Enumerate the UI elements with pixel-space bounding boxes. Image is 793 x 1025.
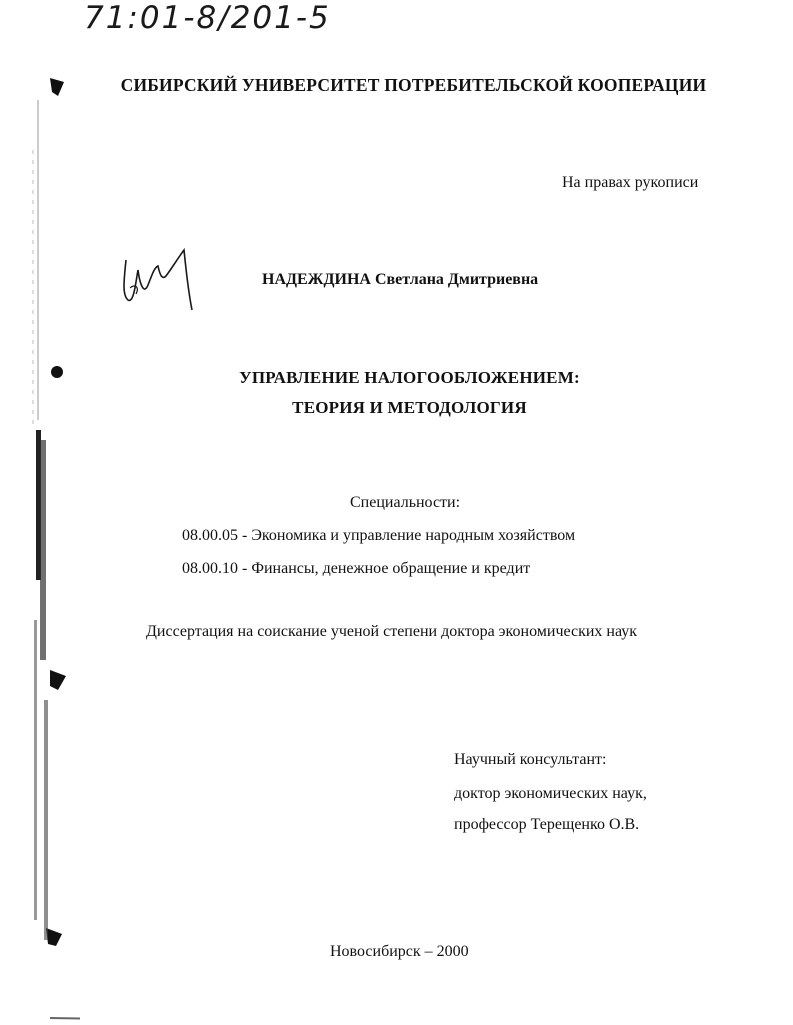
specialty-item: 08.00.10 - Финансы, денежное обращение и кредит [182,560,531,577]
advisor-degree: доктор экономических наук, [454,785,647,802]
city-year: Новосибирск – 2000 [330,943,469,960]
author-signature [114,240,204,320]
specialty-item: 08.00.05 - Экономика и управление народным хозяйством [182,527,576,544]
author-name: НАДЕЖДИНА Светлана Дмитриевна [262,271,539,288]
advisor-label: Научный консультант: [454,751,607,768]
degree-statement: Диссертация на соискание ученой степени доктора экономических наук [146,623,638,640]
dissertation-title-line-2: ТЕОРИЯ И МЕТОДОЛОГИЯ [292,398,527,417]
dissertation-title-line-1: УПРАВЛЕНИЕ НАЛОГООБЛОЖЕНИЕМ: [239,368,580,387]
manuscript-note: На правах рукописи [562,174,699,191]
catalog-number: 71:01-8/201-5 [84,0,331,36]
university-name: СИБИРСКИЙ УНИВЕРСИТЕТ ПОТРЕБИТЕЛЬСКОЙ КООПЕРАЦИИ [120,75,707,95]
specialties-heading: Специальности: [350,494,461,511]
binding-edge-artifacts [0,0,80,1025]
advisor-name: профессор Терещенко О.В. [454,816,640,833]
